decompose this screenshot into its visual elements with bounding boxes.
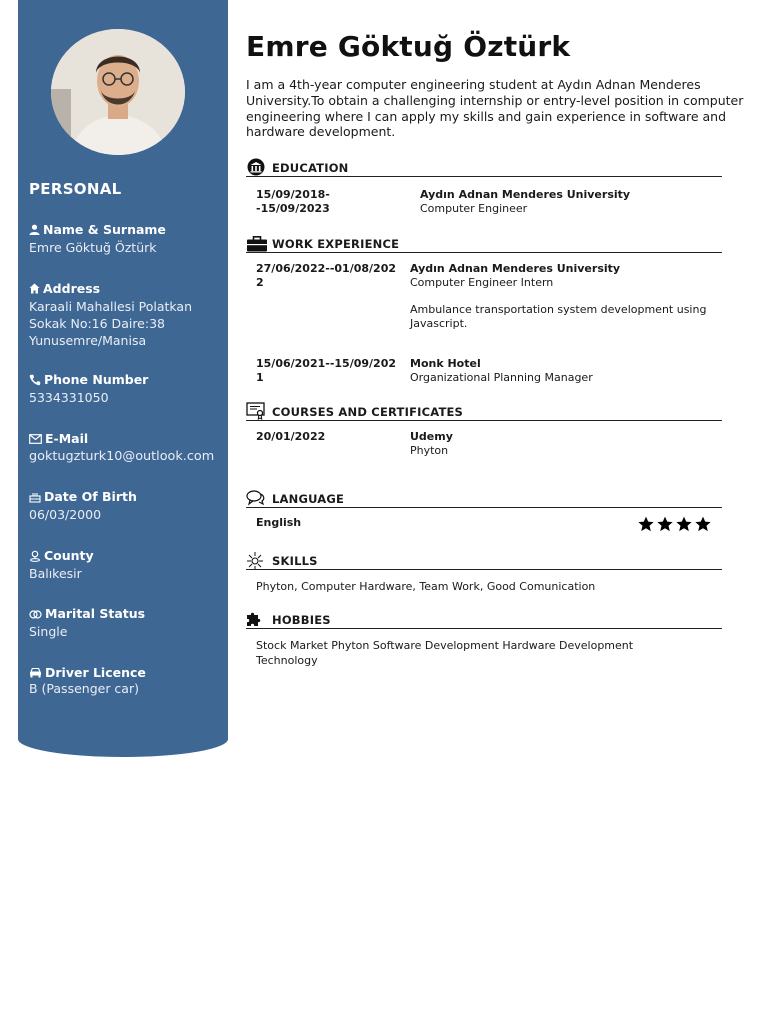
star-icon: [695, 516, 711, 532]
certificate-icon: [246, 402, 266, 420]
personal-label: Driver Licence: [45, 665, 146, 680]
hobbies-text: Stock Market Phyton Software Development Hardware Development Technology: [256, 639, 634, 667]
entry-date-wrap: 1: [256, 371, 264, 384]
personal-label: Marital Status: [45, 606, 146, 621]
person-icon: [29, 224, 40, 235]
puzzle-piece-icon: [246, 610, 264, 628]
hobbies-section-header: [246, 608, 722, 629]
candidate-name: Emre Göktuğ Öztürk: [246, 30, 571, 63]
personal-phone: [29, 372, 224, 406]
star-icon: [676, 516, 692, 532]
entry-date: 20/01/2022: [256, 430, 326, 443]
entry-role: Organizational Planning Manager: [410, 371, 593, 384]
section-title: HOBBIES: [272, 613, 331, 627]
work-section-header: [246, 232, 722, 253]
car-icon: [29, 667, 42, 678]
rings-icon: [29, 609, 42, 619]
personal-label: Phone Number: [44, 372, 149, 387]
courses-section-header: [246, 400, 722, 421]
institution-icon: [246, 158, 266, 176]
personal-label: County: [44, 548, 94, 563]
personal-value: 5334331050: [29, 390, 109, 405]
entry-date: 15/09/2018--15/09/2023: [256, 188, 330, 215]
entry-date-wrap: 2: [256, 276, 264, 289]
profile-photo: [51, 29, 185, 155]
star-icon: [638, 516, 654, 532]
phone-icon: [29, 374, 41, 386]
sparkle-icon: [246, 551, 264, 569]
section-title: LANGUAGE: [272, 492, 345, 506]
location-pin-icon: [29, 550, 41, 562]
speech-bubbles-icon: [246, 489, 266, 507]
education-section-header: [246, 156, 722, 177]
sidebar: [18, 0, 228, 757]
briefcase-icon: [246, 236, 268, 252]
entry-detail: Computer Engineer: [420, 202, 528, 215]
personal-label: Date Of Birth: [44, 489, 137, 504]
entry-date: 27/06/2022--01/08/202: [256, 262, 397, 275]
entry-description: Ambulance transportation system development using Javascript.: [410, 303, 707, 330]
entry-institution: Aydın Adnan Menderes University: [420, 188, 631, 201]
personal-value: 06/03/2000: [29, 507, 102, 522]
personal-email: [29, 431, 224, 465]
entry-company: Monk Hotel: [410, 357, 481, 370]
entry-course: Phyton: [410, 444, 449, 457]
skills-text: Phyton, Computer Hardware, Team Work, Good Comunication: [256, 580, 596, 593]
home-icon: [29, 283, 40, 294]
summary-paragraph: I am a 4th-year computer engineering student at Aydın Adnan Menderes University.To obtain a challenging internship or entry-level position in computer engineering where I can apply my skills and gain experience in software and hardware development.: [246, 77, 744, 140]
personal-driver-licence: [29, 665, 224, 697]
personal-value: B (Passenger car): [29, 681, 139, 696]
skills-section-header: [246, 549, 722, 570]
personal-section-title: PERSONAL: [29, 180, 122, 198]
envelope-icon: [29, 434, 42, 444]
entry-company: Aydın Adnan Menderes University: [410, 262, 621, 275]
personal-label: Name & Surname: [43, 222, 166, 237]
section-title: COURSES AND CERTIFICATES: [272, 405, 464, 419]
language-rating: [638, 516, 711, 532]
personal-label: Address: [43, 281, 101, 296]
personal-value: goktugzturk10@outlook.com: [29, 449, 215, 464]
star-icon: [657, 516, 673, 532]
language-name: English: [256, 516, 302, 529]
section-title: EDUCATION: [272, 161, 349, 175]
personal-value: Single: [29, 624, 68, 639]
personal-marital-status: [29, 606, 224, 640]
personal-value: Emre Göktuğ Öztürk: [29, 240, 157, 255]
entry-date: 15/06/2021--15/09/202: [256, 357, 397, 370]
personal-county: [29, 548, 224, 582]
section-title: WORK EXPERIENCE: [272, 237, 400, 251]
entry-provider: Udemy: [410, 430, 453, 443]
personal-date-of-birth: [29, 489, 224, 523]
cake-icon: [29, 491, 41, 503]
personal-label: E-Mail: [45, 431, 89, 446]
personal-address: [29, 281, 224, 349]
section-title: SKILLS: [272, 554, 318, 568]
entry-role: Computer Engineer Intern: [410, 276, 554, 289]
language-section-header: [246, 487, 722, 508]
personal-value: Karaali Mahallesi Polatkan Sokak No:16 Daire:38 Yunusemre/Manisa: [29, 299, 193, 348]
personal-value: Balıkesir: [29, 566, 82, 581]
personal-name-surname: [29, 222, 224, 256]
